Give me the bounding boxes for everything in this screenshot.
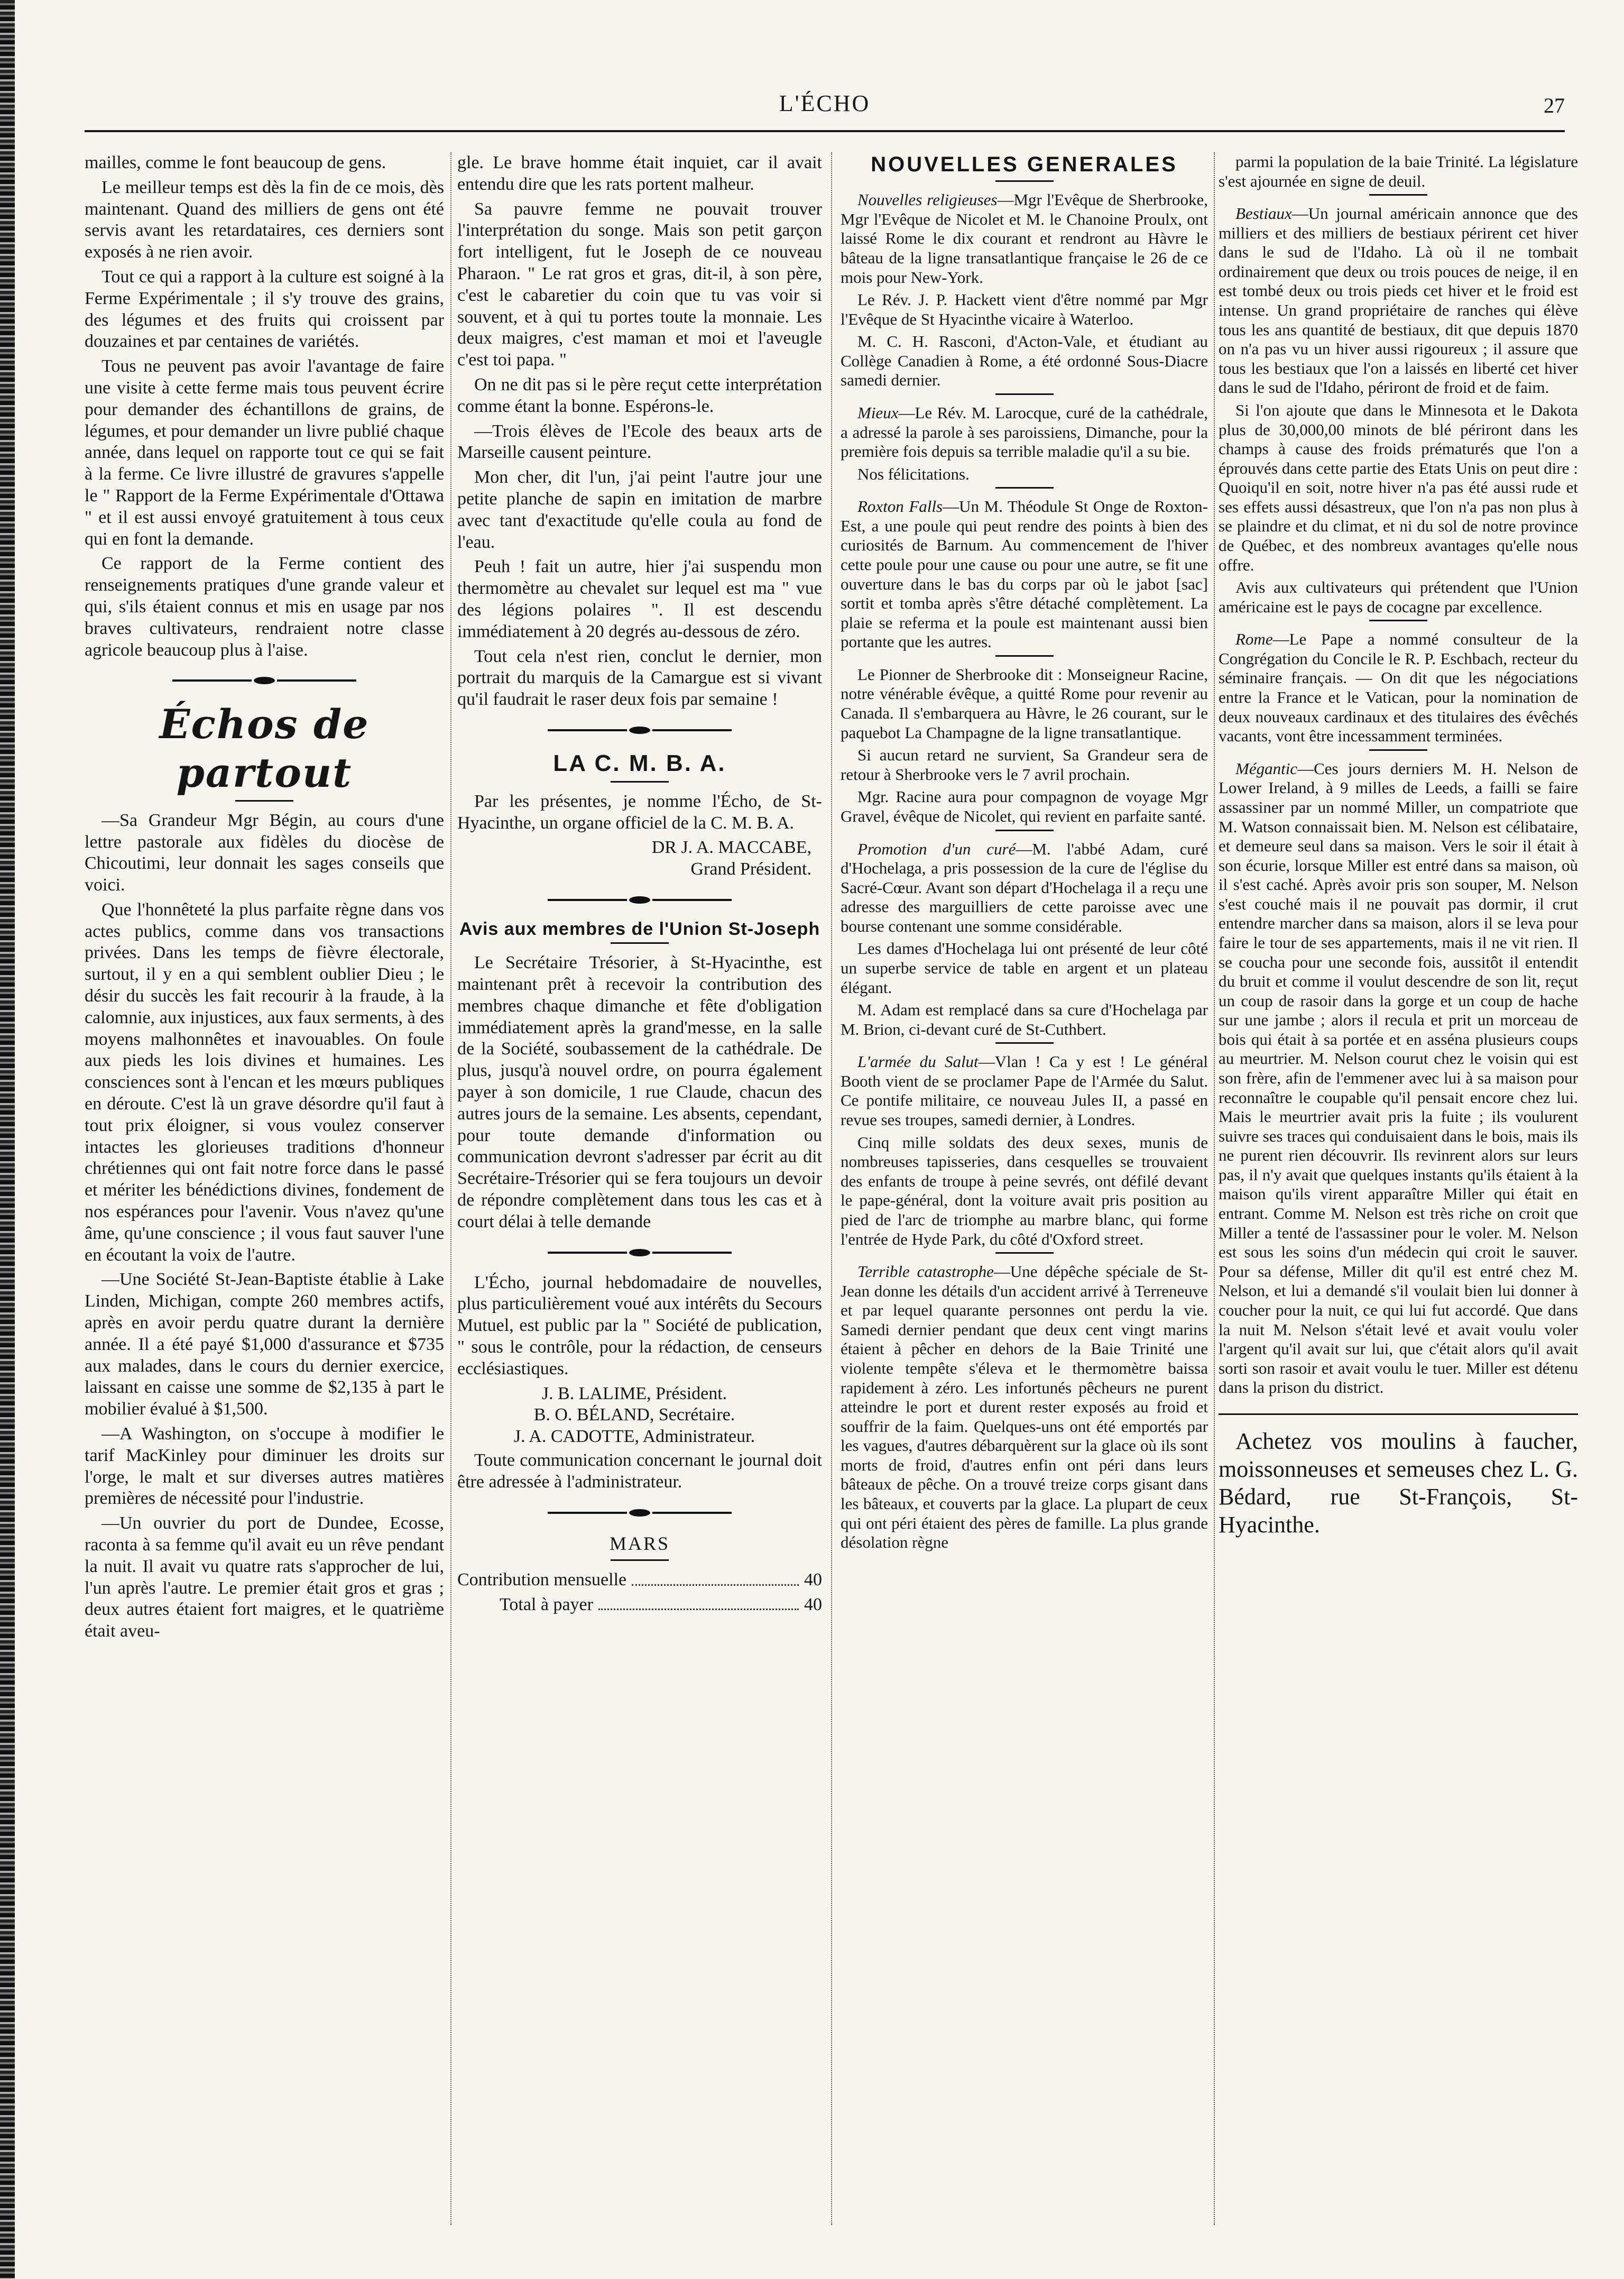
article-paragraph: mailles, comme le font beaucoup de gens. [85, 153, 386, 172]
news-item [841, 1052, 1208, 1129]
section-ornament [457, 1248, 822, 1257]
title-rule [235, 800, 293, 802]
item-rule [995, 487, 1054, 489]
title-rule [611, 942, 669, 944]
staff-member: J. A. CADOTTE, Administrateur. [513, 1427, 755, 1447]
news-text: Avis aux cultivateurs qui prétendent que l'Union américaine est le pays de cocagne par excellence. [1219, 578, 1578, 616]
column-1 [85, 152, 444, 2262]
column-4 [1219, 152, 1578, 2262]
item-rule [995, 393, 1054, 395]
column-divider [450, 152, 451, 2225]
cmba-signer: DR J. A. MACCABE, [651, 838, 811, 858]
news-text: parmi la population de la baie Trinité. La législature s'est ajournée en signe de deuil. [1219, 152, 1578, 190]
avis-title: Avis aux membres de l'Union St-Joseph [459, 918, 820, 939]
nouvelles-title: NOUVELLES GENERALES [871, 153, 1178, 176]
item-rule [1369, 194, 1427, 196]
echos-title: Échos de partout [159, 701, 370, 796]
news-item [841, 465, 1208, 484]
news-text: —Le Rév. M. Larocque, curé de la cathédrale, a adressé la parole à ses paroissiens, Dimanche, pour la première fois depuis sa terrible maladie qu'il a su bie. [841, 403, 1208, 461]
ledger-amount: 40 [804, 1594, 822, 1614]
article-paragraph: Tout ce qui a rapport à la culture est soigné à la Ferme Expérimentale ; il s'y trouve des grains, des légumes et des fruits qui croissent par douzaines et par centaines de variétés. [85, 267, 444, 352]
article-paragraph: On ne dit pas si le père reçut cette interprétation comme étant la bonne. Espérons-le. [457, 374, 822, 416]
section-ornament [457, 725, 822, 735]
news-text: Le Pionner de Sherbrooke dit : Monseigneur Racine, notre vénérable évêque, a quitté Rome pour revenir au Canada. Il s'embarquera au Hàvre, le 26 courant, sur le paquebot La Champagne de la ligne transatlantique. [841, 665, 1208, 742]
item-rule [1369, 749, 1427, 751]
section-ornament [457, 1508, 822, 1518]
column-divider [831, 152, 832, 2225]
article-paragraph: Tous ne peuvent pas avoir l'avantage de faire une visite à cette ferme mais tous peuvent écrire pour demander des échantillons de grains, de légumes, et pour demander un livre publié chaque année, dans lequel on rapporte tout ce qui se fait à la ferme. Ce livre illustré de gravures s'appelle le " Rapport de la Ferme Expérimentale d'Ottawa " et il est aussi envoyé gratuitement à tous ceux qui en font la demande. [85, 356, 444, 549]
article-paragraph: —A Washington, on s'occupe à modifier le tarif MacKinley pour diminuer les droits sur l'orge, le malt et sur diverses autres matières premières de nécessité pour l'industrie. [85, 1424, 444, 1509]
news-item [841, 332, 1208, 390]
news-text: —Mgr l'Evêque de Sherbrooke, Mgr l'Evêque de Nicolet et M. le Chanoine Proulx, ont laissé Rome le dix courant et rendront au Hàvre le bâteau de la ligne transatlantique française le 26 de ce mois pour New-York. [841, 190, 1208, 287]
news-rubric: Rome [1235, 630, 1273, 649]
news-item [841, 1133, 1208, 1249]
news-text: Mgr. Racine aura pour compagnon de voyage Mgr Gravel, évêque de Nicolet, qui revient en parfaite santé. [841, 787, 1208, 825]
title-rule [611, 1559, 669, 1561]
page-number: 27 [1544, 94, 1565, 117]
ad-rule [1219, 1413, 1578, 1415]
news-rubric: Mieux [857, 403, 899, 422]
news-item [841, 497, 1208, 652]
ledger-row [457, 1569, 822, 1591]
column-3 [841, 152, 1208, 2262]
news-text: —Ces jours derniers M. H. Nelson de Lower Ireland, à 9 milles de Leeds, a failli se faire assassiner par un nommé Miller, un compatriote que M. Watson connaissait bien. M. Nelson est célibataire, et demeure seul dans sa maison. Vers le soir il était à son écurie, lorsque Miller est entré dans sa maison, où il s'est caché. Après avoir pris son souper, M. Nelson s'est couché mais il ne pouvait pas dormir, il crut entendre marcher dans sa maison, alors il se leva pour faire le tour de ses appartements, mais il ne vit rien. Il se coucha pour une seconde fois, aussitôt il entendit du bruit et comme il voulut descendre de son lit, reçut un coup de rasoir dans la gorge et un coup de hache sur une jambe ; alors il recula et prit un morceau de bois qui était à sa portée et en asséna plusieurs coups au meurtrier. M. Nelson courut chez le voisin qui est son frère, afin de l'emmener avec lui à sa maison pour reconnaître le coupable qu'il pensait encore chez lui. Mais le meurtrier avait pris la fuite ; ils voulurent suivre ses traces qui conduisaient dans le bois, mais ils ne purent rien découvrir. Ils revinrent alors sur leurs pas, il n'y avait que quelques instants qu'ils étaient à la maison qu'ils virent apparaître Miller qui était en entrant. Comme M. Nelson est très riche on croit que Miller a tenté de l'assassiner pour le voler. M. Nelson est sous les soins d'un médecin qui croit le sauver. Pour sa défense, Miller dit qu'il est entré chez M. Nelson, et lui a demandé s'il voulait bien lui donner à coucher pour la nuit, ce qui lui fut accordé. Que dans la nuit M. Nelson s'était levé et avait voulu voler l'argent qu'il avait sur lui, que c'était alors qu'il avait sorti son rasoir et avait voulu le tuer. Miller est détenu dans la prison du district. [1219, 759, 1578, 1397]
mars-title: MARS [609, 1532, 670, 1554]
news-item [841, 403, 1208, 462]
news-item [841, 1262, 1208, 1552]
cmba-signature [457, 837, 811, 880]
title-rule [995, 180, 1054, 182]
news-text: M. Adam est remplacé dans sa cure d'Hochelaga par M. Brion, ci-devant curé de St-Cuthbert. [841, 1000, 1208, 1039]
article-paragraph: —Une Société St-Jean-Baptiste établie à Lake Linden, Michigan, compte 260 membres actifs, après en avoir perdu quatre durant la dernière année. Il a été payé $1,000 d'assurance et $735 aux malades, dans le cours du dernier exercice, laissant en caisse une somme de $2,135 à part le mobilier évalué à $1,500. [85, 1270, 444, 1419]
ledger-row [457, 1594, 822, 1616]
news-text: M. C. H. Rasconi, d'Acton-Vale, et étudiant au Collège Canadien à Rome, a été ordonné Sous-Diacre samedi dernier. [841, 332, 1208, 390]
news-item [1219, 759, 1578, 1398]
item-rule [995, 1252, 1054, 1254]
article-paragraph: Le meilleur temps est dès la fin de ce mois, dès maintenant. Quand des milliers de gens ont été servis avant les retardataires, ces derniers sont exposés à ne rien avoir. [85, 177, 444, 262]
article-paragraph: Mon cher, dit l'un, j'ai peint l'autre jour une petite planche de sapin en imitation de marbre avec tant d'exactitude qu'elle coula au fond de l'eau. [457, 467, 822, 552]
echo-contact: Toute communication concernant le journal doit être adressée à l'administrateur. [457, 1450, 822, 1492]
news-rubric: Nouvelles religieuses [857, 190, 998, 209]
column-2 [457, 152, 822, 2262]
item-rule [995, 655, 1054, 657]
news-text: —Un journal américain annonce que des milliers et des milliers de bestiaux périrent cet hiver dans le sud de l'Idaho. Là où il ne tombait ordinairement que deux ou trois pouces de neige, il en est tombé deux ou trois pieds cet hiver et le froid est intense. Un grand propriétaire de ranches qui élève tous les ans quantité de bestiaux, dit que depuis 1870 on n'a pas vu un hiver aussi rigoureux ; il assure que tous les bestiaux que l'on a laissés en liberté cet hiver dans le sud de l'Idaho, périront de froid et de faim. [1219, 204, 1578, 397]
dot-leader [598, 1594, 799, 1611]
article-paragraph: Que l'honnêteté la plus parfaite règne dans vos actes publics, comme dans vos transactions privées. Dans les temps de fièvre électorale, surtout, il y en a qui semblent oublier Dieu ; le désir du succès les fait recourir à la fraude, à la calomnie, aux injustices, aux faux serments, à des moyens malhonnêtes et inavouables. On foule aux pieds les lois divines et humaines. Les consciences sont à l'encan et les mœurs publiques en déroute. C'est là un grave désordre qu'il faut à tout prix éloigner, si vous voulez conserver intactes les glorieuses traditions d'honneur chrétiennes qui ont fait notre force dans le passé et mériter les bénédictions divines, fondement de nos espérances pour l'avenir. Vous n'avez qu'une âme, qu'une conscience ; il vous faut sauver l'une en écoutant la voix de l'autre. [85, 899, 444, 1265]
item-rule [995, 1042, 1054, 1044]
news-text: Nos félicitations. [857, 464, 970, 483]
news-item [841, 939, 1208, 997]
article-paragraph: —Trois élèves de l'Ecole des beaux arts de Marseille causent peinture. [457, 421, 822, 463]
article-paragraph: Peuh ! fait un autre, hier j'ai suspendu mon thermomètre au chevalet sur lequel est ma " vue des légions polaires ". Il est descendu immédiatement à 20 degrés au-dessous de zéro. [457, 557, 822, 641]
cmba-title: LA C. M. B. A. [553, 750, 726, 776]
news-item [841, 190, 1208, 287]
article-paragraph: Ce rapport de la Ferme contient des renseignements pratiques d'une grande valeur et qui, s'ils étaient connus et mis en usage par nos braves cultivateurs, rendraient notre classe agricole beaucoup plus à l'aise. [85, 554, 444, 660]
news-text: —Un M. Théodule St Onge de Roxton-Est, a une poule qui peut rendre des points à bien des curiosités de Barnum. Au commencement de l'hiver cette poule pour une cause ou pour une autre, se fit une ouverture dans le bas du corps par où le jabot [sac] sortit et tomba après s'être détaché complètement. La plaie se referma et la poule est maintenant aussi bien portante que les autres. [841, 497, 1208, 651]
news-rubric: Terrible catastrophe [857, 1262, 994, 1281]
cmba-signer-role: Grand Président. [690, 859, 811, 879]
dot-leader [632, 1569, 799, 1586]
news-item [1219, 204, 1578, 398]
article-paragraph: Sa pauvre femme ne pouvait trouver l'interprétation du songe. Mais son petit garçon fort intelligent, fut le Joseph de ce nouveau Pharaon. " Le rat gros et gras, dit-il, à son père, c'est le cabaretier du coin que tu vas voir si souvent, et à qui tu portes toute la monnaie. Les deux maigres, c'est maman et moi et l'aveugle c'est toi papa. " [457, 199, 822, 370]
news-rubric: L'armée du Salut [857, 1052, 979, 1071]
advertisement: Achetez vos moulins à faucher, moissonneuses et semeuses chez L. G. Bédard, rue St-François, St-Hyacinthe. [1219, 1428, 1578, 1538]
ledger-label: Contribution mensuelle [457, 1569, 627, 1589]
ledger-amount: 40 [804, 1569, 822, 1589]
page-edge-shadow [0, 0, 15, 2279]
news-text: —M. l'abbé Adam, curé d'Hochelaga, a pris possession de la cure de l'église du Sacré-Cœur. Avant son départ d'Hochelaga il a reçu une adresse des marguilliers de cette paroisse avec une bourse contenant une somme considérable. [841, 839, 1208, 935]
item-rule [995, 830, 1054, 831]
article-paragraph: —Sa Grandeur Mgr Bégin, au cours d'une lettre pastorale aux fidèles du diocèse de Chicoutimi, leur donnait les sages conseils que voici. [85, 810, 444, 895]
news-item [1219, 401, 1578, 575]
news-text: Si l'on ajoute que dans le Minnesota et le Dakota plus de 30,000,00 minots de blé périront dans les champs à cause des froids prématurés que l'on a éprouvés dans cette partie des Etats Unis on peut dire : Quoiqu'il en soit, notre hiver n'a pas été aussi rude et ses effets aussi désastreux, que l'on n'a pas non plus à se plaindre et du climat, et ni du sol de notre province de Québec, et des nombreux avantages qu'elle nous offre. [1219, 400, 1578, 574]
header-rule [85, 130, 1565, 132]
news-text: —Vlan ! Ca y est ! Le général Booth vient de se proclamer Pape de l'Armée du Salut. Ce pontife militaire, ce nouveau Jules II, a passé en revue ses troupes, samedi dernier, à Londres. [841, 1052, 1208, 1129]
staff-list [457, 1383, 811, 1448]
item-rule [1369, 620, 1427, 621]
ledger-label: Total à payer [500, 1594, 593, 1614]
staff-member: J. B. LALIME, Président. [541, 1383, 727, 1403]
news-items [841, 190, 1208, 1552]
avis-text: Le Secrétaire Trésorier, à St-Hyacinthe, est maintenant prêt à recevoir la contribution des membres chaque dimanche et fête d'obligation immédiatement après la grand'messe, en la salle de la Société, soubassement de la cathédrale. De plus, jusqu'à nouvel ordre, on pourra également payer à son domicile, 1 rue Claude, chacun des autres jours de la semaine. Les absents, cependant, pour toute demande d'information ou communication devront s'adresser par écrit au dit Secrétaire-Trésorier qui se fera toujours un devoir de répondre complètement dans tous les cas et à court délai à telle demande [457, 953, 822, 1232]
running-head [85, 90, 1565, 132]
news-text: Si aucun retard ne survient, Sa Grandeur sera de retour à Sherbrooke vers le 7 avril prochain. [841, 746, 1208, 784]
news-rubric: Roxton Falls [857, 497, 943, 516]
section-ornament [457, 895, 822, 905]
echo-notice: L'Écho, journal hebdomadaire de nouvelles, plus particulièrement voué aux intérêts du Secours Mutuel, est public par la " Société de publication, " sous le contrôle, pour la rédaction, de censeurs ecclésiastiques. [457, 1272, 822, 1379]
news-text: Le Rév. J. P. Hackett vient d'être nommé par Mgr l'Evêque de St Hyacinthe vicaire à Waterloo. [841, 290, 1208, 328]
news-rubric: Bestiaux [1235, 204, 1292, 223]
article-paragraph: —Un ouvrier du port de Dundee, Ecosse, raconta à sa femme qu'il avait eu un rêve pendant la nuit. Il avait vu quatre rats s'approcher de lui, l'un après l'autre. Le premier était gros et gras ; deux autres étaient fort maigres, et le quatrième était aveu- [85, 1513, 444, 1641]
news-item [1219, 152, 1578, 191]
news-item [1219, 630, 1578, 746]
news-text: —Une dépêche spéciale de St-Jean donne les détails d'un accident arrivé à Terreneuve et par lequel quarante personnes ont perdu la vie. Samedi dernier pendant que deux cent vingt marins étaient à pêcher en dehors de la Baie Trinité une violente tempête s'éleva et le thermomètre baissa rapidement à zéro. Les infortunés pêcheurs ne purent atteindre le port et durent rester exposés au froid et souffrir de la faim. Quelques-uns ont été emportés par les vagues, d'autres débarquèrent sur la glace où ils sont morts de froid, d'autres enfin ont péri dans leurs bâteaux de pêche. On a trouvé treize corps gisant dans les bâteaux, et couverts par la glace. La plupart de ceux qui ont péri étaient des pères de famille. La plus grande désolation règne [841, 1262, 1208, 1552]
news-item [841, 1000, 1208, 1039]
news-item [1219, 578, 1578, 617]
news-text: —Le Pape a nommé consulteur de la Congrégation du Concile le R. P. Eschbach, recteur du séminaire français. — On dit que les négociations entre la France et le Vatican, pour la nomination de deux nouveaux cardinaux et des titulaires des évêchés vacants, vont être incessamment terminées. [1219, 630, 1578, 746]
article-paragraph: Tout cela n'est rien, conclut le dernier, mon portrait du marquis de la Camargue est si vivant qu'il faudrait le raser deux fois par semaine ! [457, 646, 822, 710]
news-item [841, 787, 1208, 826]
news-item [841, 746, 1208, 784]
news-item [841, 290, 1208, 329]
news-item [841, 665, 1208, 742]
news-item [841, 840, 1208, 936]
article-paragraph: gle. Le brave homme était inquiet, car il avait entendu dire que les rats portent malheur. [457, 153, 822, 194]
column-divider [1214, 152, 1215, 2225]
news-rubric: Promotion d'un curé [857, 839, 1016, 858]
newspaper-title: L'ÉCHO [779, 90, 871, 116]
news-rubric: Mégantic [1235, 759, 1298, 778]
title-rule [611, 781, 669, 783]
news-items [1219, 152, 1578, 1398]
section-ornament [85, 676, 444, 685]
news-text: Les dames d'Hochelaga lui ont présenté de leur côté un superbe service de table en argent et un plateau élégant. [841, 939, 1208, 997]
staff-member: B. O. BÉLAND, Secrétaire. [533, 1405, 735, 1425]
news-text: Cinq mille soldats des deux sexes, munis de nombreuses tapisseries, dans cesquelles se trouvaient des enfants de troupe à peine sevrés, ont défilé devant le pape-général, dont la voiture avait pris position au pied de l'arc de triomphe au marbre blanc, qui forme l'entrée de Hyde Park, du côté d'Oxford street. [841, 1133, 1208, 1248]
cmba-text: Par les présentes, je nomme l'Écho, de St-Hyacinthe, un organe officiel de la C. M. B. A. [457, 791, 822, 833]
